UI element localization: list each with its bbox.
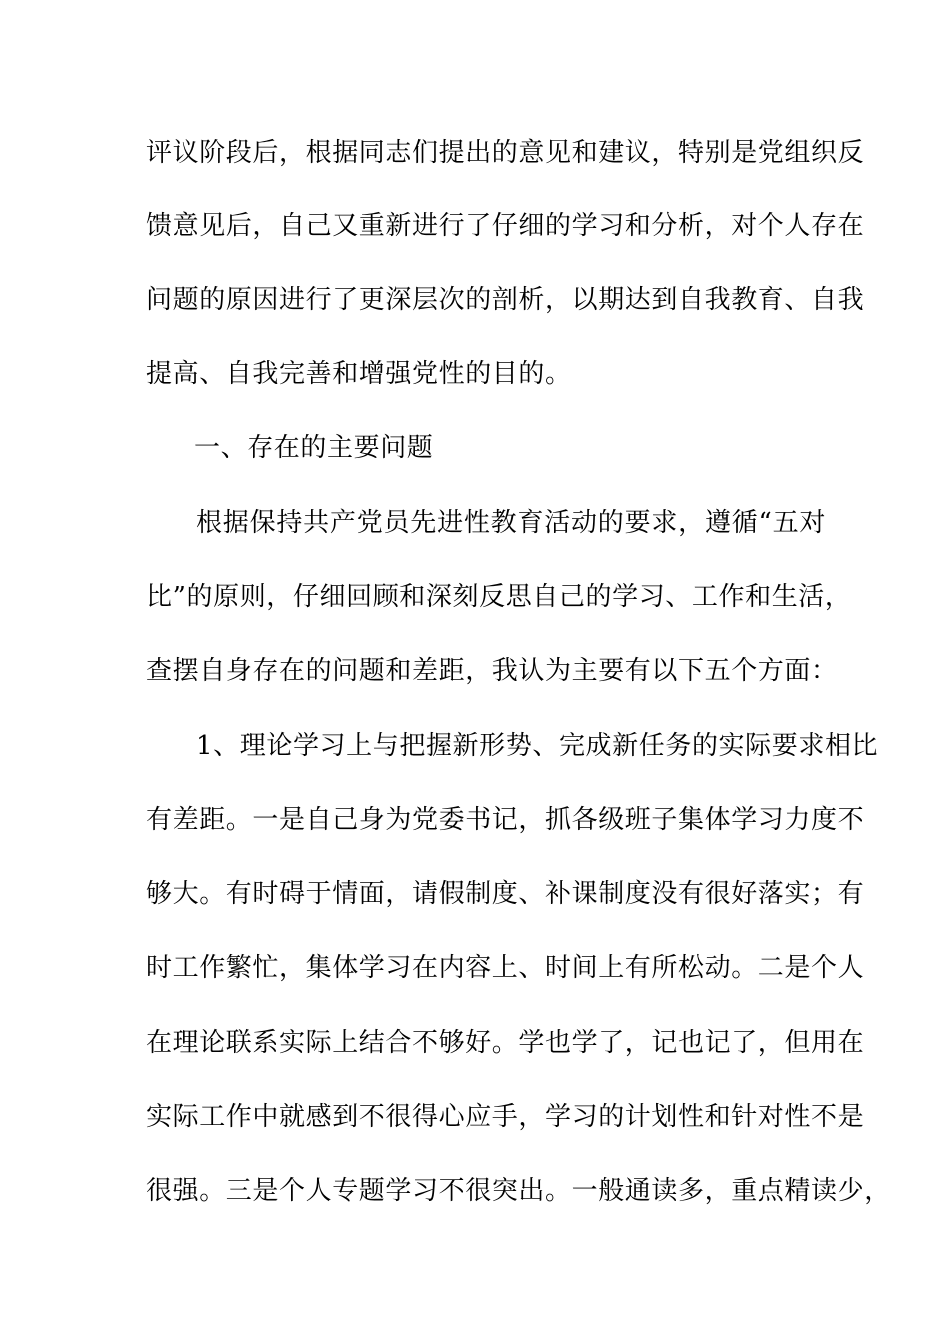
text-line-15: 很强。三是个人专题学习不很突出。一般通读多，重点精读少， bbox=[146, 1176, 891, 1206]
text-line-7: 比”的原则，仔细回顾和深刻反思自己的学习、工作和生活， bbox=[146, 582, 852, 612]
text-line-8: 查摆自身存在的问题和差距，我认为主要有以下五个方面： bbox=[146, 656, 838, 686]
text-line-3: 问题的原因进行了更深层次的剖析，以期达到自我教育、自我 bbox=[146, 285, 865, 315]
text-line-2: 馈意见后，自己又重新进行了仔细的学习和分析，对个人存在 bbox=[146, 211, 865, 241]
section-heading: 一、存在的主要问题 bbox=[194, 433, 434, 463]
text-line-4: 提高、自我完善和增强党性的目的。 bbox=[146, 359, 572, 389]
text-line-11: 够大。有时碍于情面，请假制度、补课制度没有很好落实；有 bbox=[146, 879, 865, 909]
text-line-9: 1、理论学习上与把握新形势、完成新任务的实际要求相比 bbox=[196, 731, 879, 761]
text-line-10: 有差距。一是自己身为党委书记，抓各级班子集体学习力度不 bbox=[146, 805, 865, 835]
text-line-13: 在理论联系实际上结合不够好。学也学了，记也记了，但用在 bbox=[146, 1028, 865, 1058]
text-line-12: 时工作繁忙，集体学习在内容上、时间上有所松动。二是个人 bbox=[146, 953, 865, 983]
text-line-6: 根据保持共产党员先进性教育活动的要求，遵循“五对 bbox=[196, 508, 826, 538]
text-line-14: 实际工作中就感到不很得心应手，学习的计划性和针对性不是 bbox=[146, 1102, 865, 1132]
text-line-1: 评议阶段后，根据同志们提出的意见和建议，特别是党组织反 bbox=[146, 138, 865, 168]
